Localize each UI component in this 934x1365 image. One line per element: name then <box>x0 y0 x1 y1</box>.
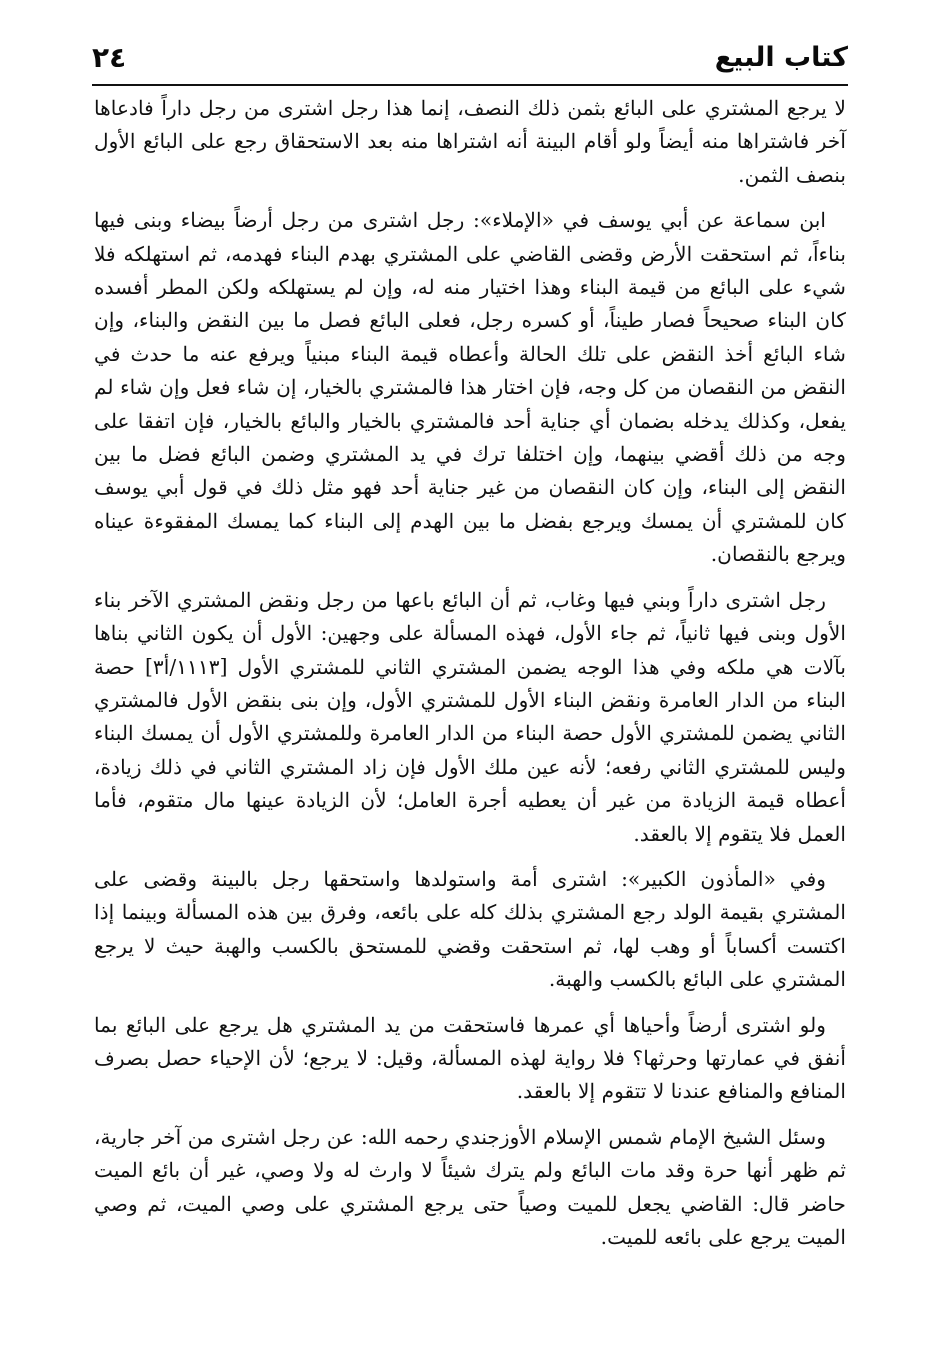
paragraph: وسئل الشيخ الإمام شمس الإسلام الأوزجندي رحمه الله: عن رجل اشترى من آخر جارية، ثم ظهر أنها حرة وقد مات البائع ولم يترك شيئاً لا وارث له ولا وصي، غير أن بائع الميت حاضر قال: القاضي يجعل للميت وصياً حتى يرجع المشتري على وصي الميت، ثم وصي الميت يرجع على بائعه للميت. <box>94 1124 846 1249</box>
paragraph: رجل اشترى داراً وبني فيها وغاب، ثم أن البائع باعها من رجل ونقض المشتري الآخر بناء الأول وبنى فيها ثانياً، ثم جاء الأول، فهذه المسألة على وجهين: الأول أن يكون الثاني بناها بآلات هي ملكه وفي هذا الوجه يضمن المشتري الثاني للمشتري الأول [١١١٣/أ٣] حصة البناء من الدار العامرة ونقض البناء الأول للمشتري الأول، وإن بنى بنقض الأول فالمشتري الثاني يضمن للمشتري الأول حصة البناء من الدار العامرة وللمشتري الأول أن يمسك البناء وليس للمشتري الثاني رفعه؛ لأنه عين ملك الأول فإن زاد المشتري الثاني في ذلك زيادة، أعطاه قيمة الزيادة من غير أن يعطيه أجرة العامل؛ لأن الزيادة عينها مال متقوم، فأما العمل فلا يتقوم إلا بالعقد. <box>94 587 846 846</box>
book-title: كتاب البيع <box>714 42 848 73</box>
header-divider <box>92 84 848 86</box>
paragraph: وفي «المأذون الكبير»: اشترى أمة واستولدها واستحقها رجل بالبينة وقضى على المشتري بقيمة الولد رجع المشتري بذلك كله على بائعه، وفرق بين هذه المسألة وبينما إذا اكتست أكساباً أو وهب لها، ثم استحقت وقضي للمستحق بالكسب والهبة حيث لا يرجع المشتري على البائع بالكسب والهبة. <box>94 866 846 992</box>
paragraph: لا يرجع المشتري على البائع بثمن ذلك النصف، إنما هذا رجل اشترى من رجل داراً فادعاها آخر فاشتراها منه أيضاً ولو أقام البينة أنه اشتراها منه بعد الاستحقاق رجع على البائع الأول بنصف الثمن. <box>94 96 846 187</box>
paragraph: ولو اشترى أرضاً وأحياها أي عمرها فاستحقت من يد المشتري هل يرجع على البائع بما أنفق في عمارتها وحرثها؟ فلا رواية لهذه المسألة، وقيل: لا يرجع؛ لأن الإحياء حصل بصرف المنافع والمنافع عندنا لا تتقوم إلا بالعقد. <box>94 1012 846 1104</box>
page-number: ٢٤ <box>92 41 127 74</box>
page-header <box>92 38 848 86</box>
page-body <box>94 92 846 1254</box>
paragraph: ابن سماعة عن أبي يوسف في «الإملاء»: رجل اشترى من رجل أرضاً بيضاء وبنى فيها بناءاً، ثم استحقت الأرض وقضى القاضي على المشتري بهدم البناء فهدمه، ثم استهلكه فلا شيء على البائع من قيمة البناء وهذا اختيار منه له، وإن لم يستهلكه ولكن المطر أفسده كان البناء صحيحاً فصار طيناً، أو كسره رجل، فعلى البائع فصل ما بين النقض والبناء، وإن شاء البائع أخذ النقض على تلك الحالة وأعطاه قيمة البناء مبنياً ويرفع عنه ما حدث في النقض من النقصان من كل وجه، فإن اختار هذا فالمشتري بالخيار، إن شاء فعل وإن شاء لم يفعل، وكذلك يدخله بضمان أي جناية أحد فالمشتري بالخيار والبائع بالخيار، فإن اتفقا على وجه من ذلك أقضي بينهما، وإن اختلفا ترك في يد المشتري وضمن البائع فضل ما بين النقض إلى البناء، وإن كان النقصان من غير جناية أحد فهو مثل ذلك في قول أبي يوسف كان للمشتري أن يمسك ويرجع بفضل ما بين الهدم إلى البناء كما يمسك المفقوءة عيناه ويرجع بالنقصان. <box>94 208 846 567</box>
